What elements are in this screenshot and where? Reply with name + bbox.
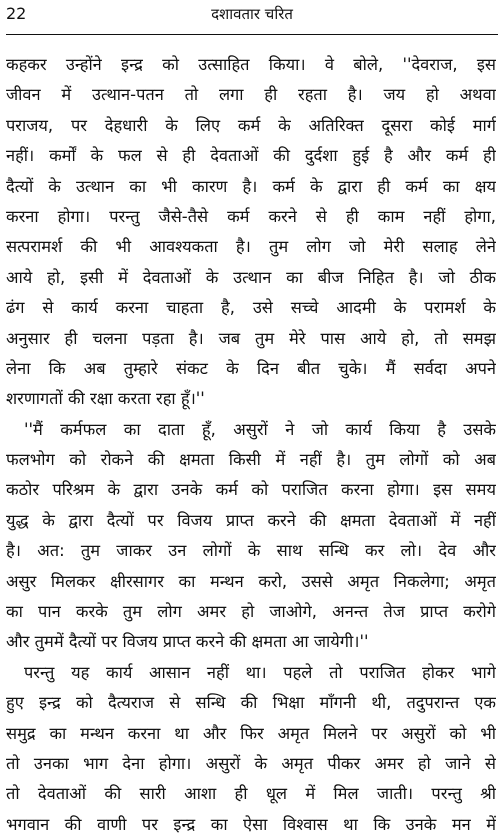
text-line: अनुसार ही चलना पड़ता है। जब तुम मेरे पास आये हो, तो समझ [6,328,496,348]
text-line: तो उनका भाग देना होगा। असुरों के अमृत पीकर अमर हो जाने से [6,753,496,773]
text-line: फलभोग को रोकने की क्षमता किसी में नहीं है। तुम लोगों को अब [6,450,496,470]
text-line: जीवन में उत्थान-पतन तो लगा ही रहता है। जय हो अथवा [6,85,496,105]
text-line: परन्तु यह कार्य आसान नहीं था। पहले तो पराजित होकर भागे [24,662,496,682]
text-line: पराजय, पर देहधारी के लिए कर्म के अतिरिक्त दूसरा कोई मार्ग [6,115,496,135]
header-rule [6,34,498,35]
text-line: नहीं। कर्मों के फल से ही देवताओं की दुर्दशा हुई है और कर्म ही [6,146,496,166]
text-line: और तुममें दैत्यों पर विजय प्राप्त करने की क्षमता आ जायेगी।'' [6,632,369,652]
text-line: समुद्र का मन्थन करना था और फिर अमृत मिलने पर असुरों को भी [6,723,496,743]
text-line: सत्परामर्श की भी आवश्यकता है। तुम लोग जो मेरी सलाह लेने [6,237,496,257]
text-line: करना होगा। परन्तु जैसे-तैसे कर्म करने से ही काम नहीं होगा, [6,206,496,226]
text-line: दैत्यों के उत्थान का भी कारण है। कर्म के द्वारा ही कर्म का क्षय [6,176,496,196]
text-line: युद्ध के द्वारा दैत्यों पर विजय प्राप्त करने की क्षमता देवताओं में नहीं [6,510,496,530]
page-number: 22 [6,4,27,23]
text-line: है। अत: तुम जाकर उन लोगों के साथ सन्धि कर लो। देव और [6,541,496,561]
text-line: ढंग से कार्य करना चाहता है, उसे सच्चे आदमी के परामर्श के [6,298,496,318]
text-line: ''मैं कर्मफल का दाता हूँ, असुरों ने जो कार्य किया है उसके [24,419,496,439]
page-header [0,0,504,36]
text-line: कहकर उन्होंने इन्द्र को उत्साहित किया। वे बोले, ''देवराज, इस [6,55,496,74]
text-line: लेना कि अब तुम्हारे संकट के दिन बीत चुके। मैं सर्वदा अपने [6,358,496,378]
text-line: शरणागतों की रक्षा करता रहा हूँ।'' [6,389,205,409]
running-title: दशावतार चरित [211,5,293,23]
body-text [6,50,496,840]
text-line: भगवान की वाणी पर इन्द्र का ऐसा विश्वास था कि उनके मन में [6,814,496,834]
text-line: आये हो, इसी में देवताओं के उत्थान का बीज निहित है। जो ठीक [6,267,496,287]
text-line: असुर मिलकर क्षीरसागर का मन्थन करो, उससे अमृत निकलेगा; अमृत [6,571,496,591]
text-line: कठोर परिश्रम के द्वारा उनके कर्म को पराजित करना होगा। इस समय [6,480,496,500]
text-line: तो देवताओं की सारी आशा ही धूल में मिल जाती। परन्तु श्री [6,784,496,804]
text-line: हुए इन्द्र को दैत्यराज से सन्धि की भिक्षा माँगनी थी, तदुपरान्त एक [6,693,496,713]
text-line: का पान करके तुम लोग अमर हो जाओगे, अनन्त तेज प्राप्त करोगे [6,602,496,622]
